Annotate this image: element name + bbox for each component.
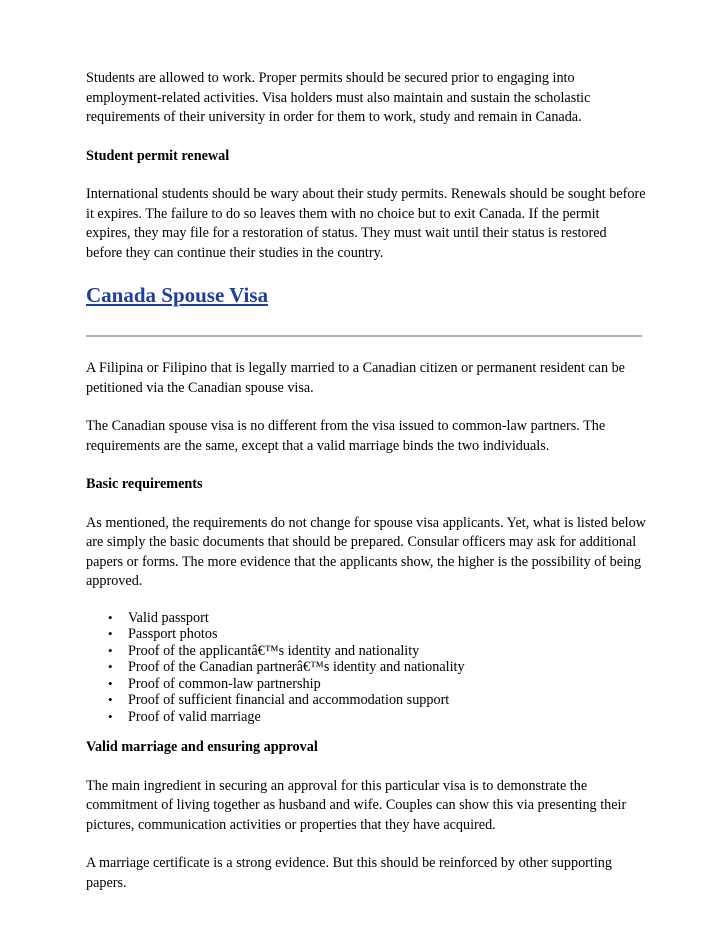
spouse-compare-paragraph: The Canadian spouse visa is no different from the visa issued to common-law partners. The requirements are the same, except that a valid marriage binds the two individuals. bbox=[86, 418, 606, 454]
list-item: • Proof of valid marriage bbox=[128, 709, 646, 726]
list-item: • Passport photos bbox=[128, 626, 646, 643]
requirements-list bbox=[86, 610, 646, 726]
list-item: • Proof of the Canadian partnerâ€™s identity and nationality bbox=[128, 659, 646, 676]
list-item: • Valid passport bbox=[128, 610, 646, 627]
section-title bbox=[86, 282, 646, 308]
basic-requirements-heading: Basic requirements bbox=[86, 476, 203, 492]
certificate-paragraph: A marriage certificate is a strong evidence. But this should be reinforced by other supporting papers. bbox=[86, 855, 612, 891]
basic-requirements-paragraph: As mentioned, the requirements do not change for spouse visa applicants. Yet, what is listed below are simply the basic documents that should be prepared. Consular officers may ask for additional papers or forms. The more evidence that the applicants show, the higher is the possibility of being approved. bbox=[86, 514, 646, 589]
list-item: • Proof of common-law partnership bbox=[128, 676, 646, 693]
list-item: • Proof of the applicantâ€™s identity and nationality bbox=[128, 643, 646, 660]
valid-marriage-paragraph: The main ingredient in securing an approval for this particular visa is to demonstrate the commitment of living together as husband and wife. Couples can show this via presenting their pictures, communication activities or properties that they have acquired. bbox=[86, 777, 627, 833]
list-item: • Proof of sufficient financial and accommodation support bbox=[128, 692, 646, 709]
renewal-heading: Student permit renewal bbox=[86, 147, 230, 164]
section-title-link[interactable]: Canada Spouse Visa bbox=[86, 283, 269, 307]
section-divider bbox=[86, 335, 642, 337]
renewal-paragraph: International students should be wary about their study permits. Renewals should be sought before it expires. The failure to do so leaves them with no choice but to exit Canada. If the permit expires, they may file for a restoration of status. They must wait until their status is restored before they can continue their studies in the country. bbox=[86, 186, 646, 261]
intro-paragraph: Students are allowed to work. Proper permits should be secured prior to engaging into employment-related activities. Visa holders must also maintain and sustain the scholastic requirements of their university in order for them to work, study and remain in Canada. bbox=[86, 70, 591, 125]
valid-marriage-heading: Valid marriage and ensuring approval bbox=[86, 739, 318, 755]
document-page bbox=[86, 69, 646, 893]
spouse-intro-paragraph: A Filipina or Filipino that is legally married to a Canadian citizen or permanent resident can be petitioned via the Canadian spouse visa. bbox=[86, 360, 625, 396]
